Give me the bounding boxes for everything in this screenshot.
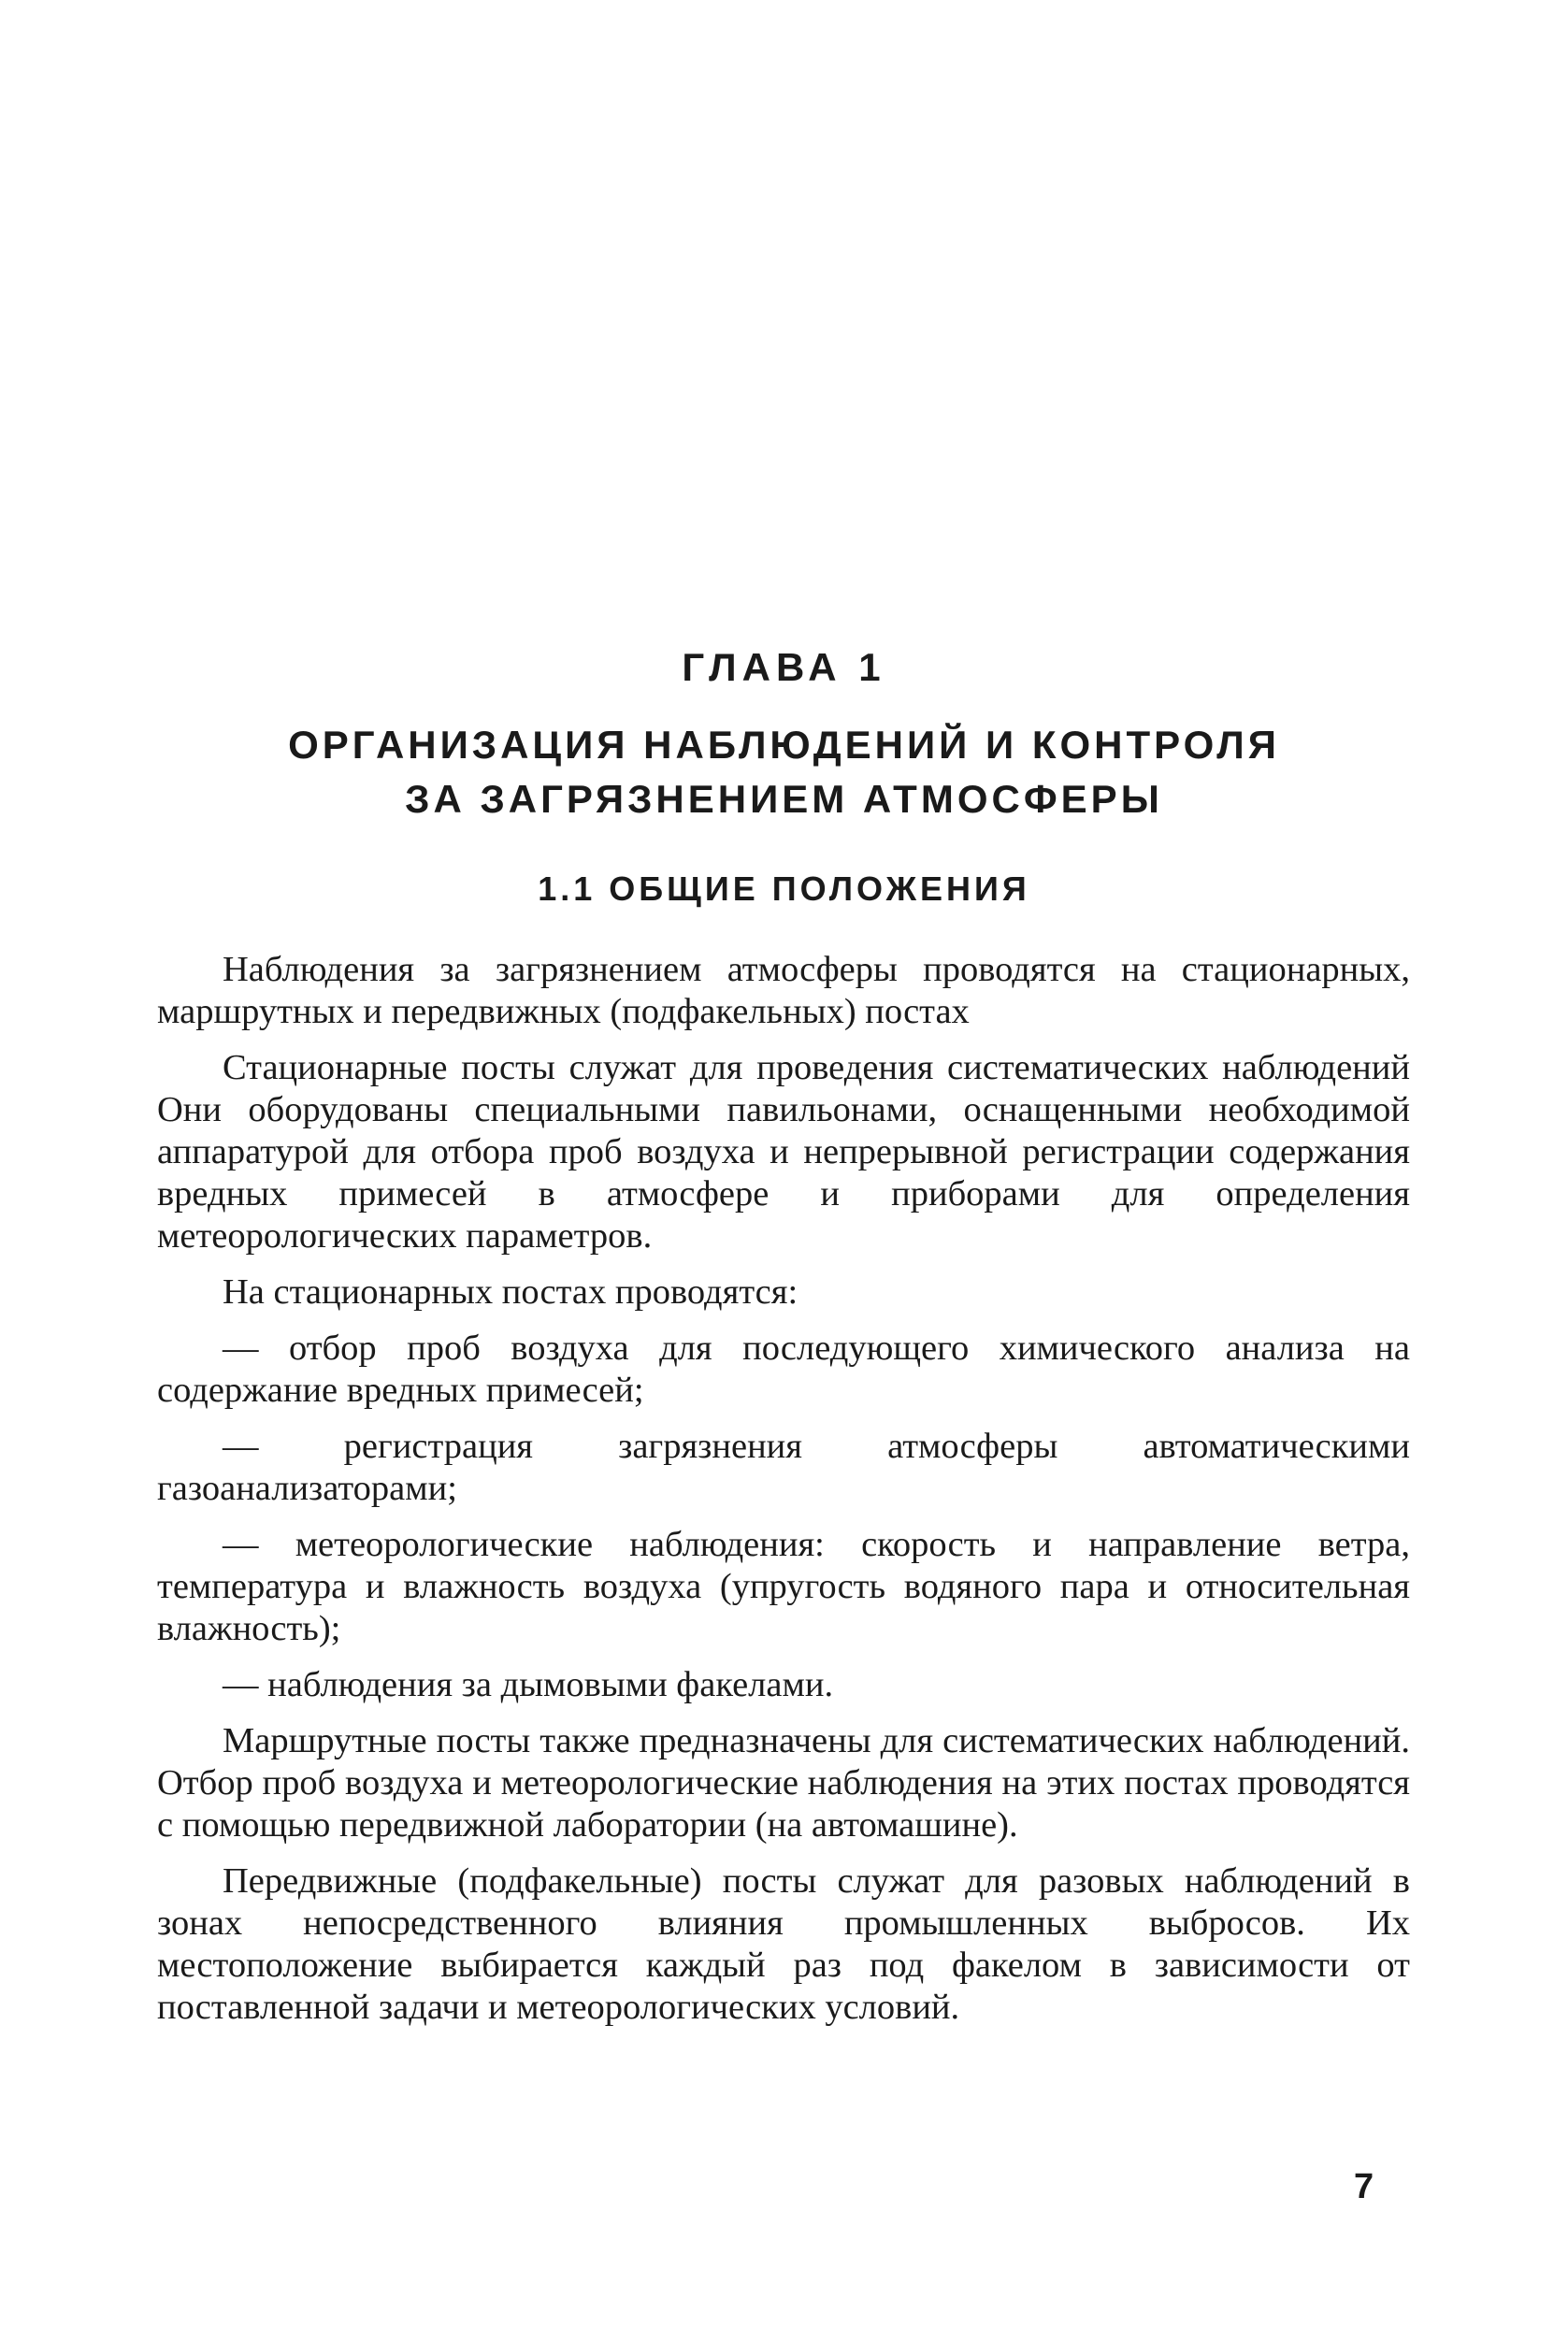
paragraph: На стационарных постах проводятся:: [223, 1272, 798, 1312]
body-text: [157, 949, 1410, 2043]
chapter-title: [0, 718, 1568, 826]
chapter-title-line-2: ЗА ЗАГРЯЗНЕНИЕМ АТМОСФЕРЫ: [405, 777, 1163, 821]
list-item: — метеорологические наблюдения: скорость и направление ветра, температура и влажность воздуха (упругость водяного пара и относительная влажность);: [157, 1525, 1410, 1648]
list-item: — отбор проб воздуха для последующего химического анализа на содержание вредных примесей;: [157, 1328, 1410, 1410]
chapter-label: ГЛАВА 1: [682, 645, 886, 689]
list-item: — регистрация загрязнения атмосферы автоматическими газоанализаторами;: [157, 1427, 1410, 1508]
page-number: 7: [1354, 2167, 1374, 2206]
paragraph: Стационарные посты служат для проведения систематических наблюдений Они оборудованы специальными павильонами, оснащенными необходимой аппаратурой для отбора проб воздуха и непрерывной регистрации содержания вредных примесей в атмосфере и приборами для определения метеорологических параметров.: [157, 1048, 1410, 1256]
paragraph: Маршрутные посты также предназначены для систематических наблюдений. Отбор проб воздуха и метеорологические наблюдения на этих постах проводятся с помощью передвижной лаборатории (на автомашине).: [157, 1721, 1410, 1845]
paragraph: Передвижные (подфакельные) посты служат для разовых наблюдений в зонах непосредственного влияния промышленных выбросов. Их местоположение выбирается каждый раз под факелом в зависимости от поставленной задачи и метеорологических условий.: [157, 1861, 1410, 2027]
list-item: — наблюдения за дымовыми факелами.: [223, 1665, 834, 1704]
chapter-title-line-1: ОРГАНИЗАЦИЯ НАБЛЮДЕНИЙ И КОНТРОЛЯ: [288, 723, 1280, 767]
paragraph: Наблюдения за загрязнением атмосферы проводятся на стационарных, маршрутных и передвижных (подфакельных) постах: [157, 950, 1410, 1031]
section-title: 1.1 ОБЩИЕ ПОЛОЖЕНИЯ: [538, 869, 1030, 908]
